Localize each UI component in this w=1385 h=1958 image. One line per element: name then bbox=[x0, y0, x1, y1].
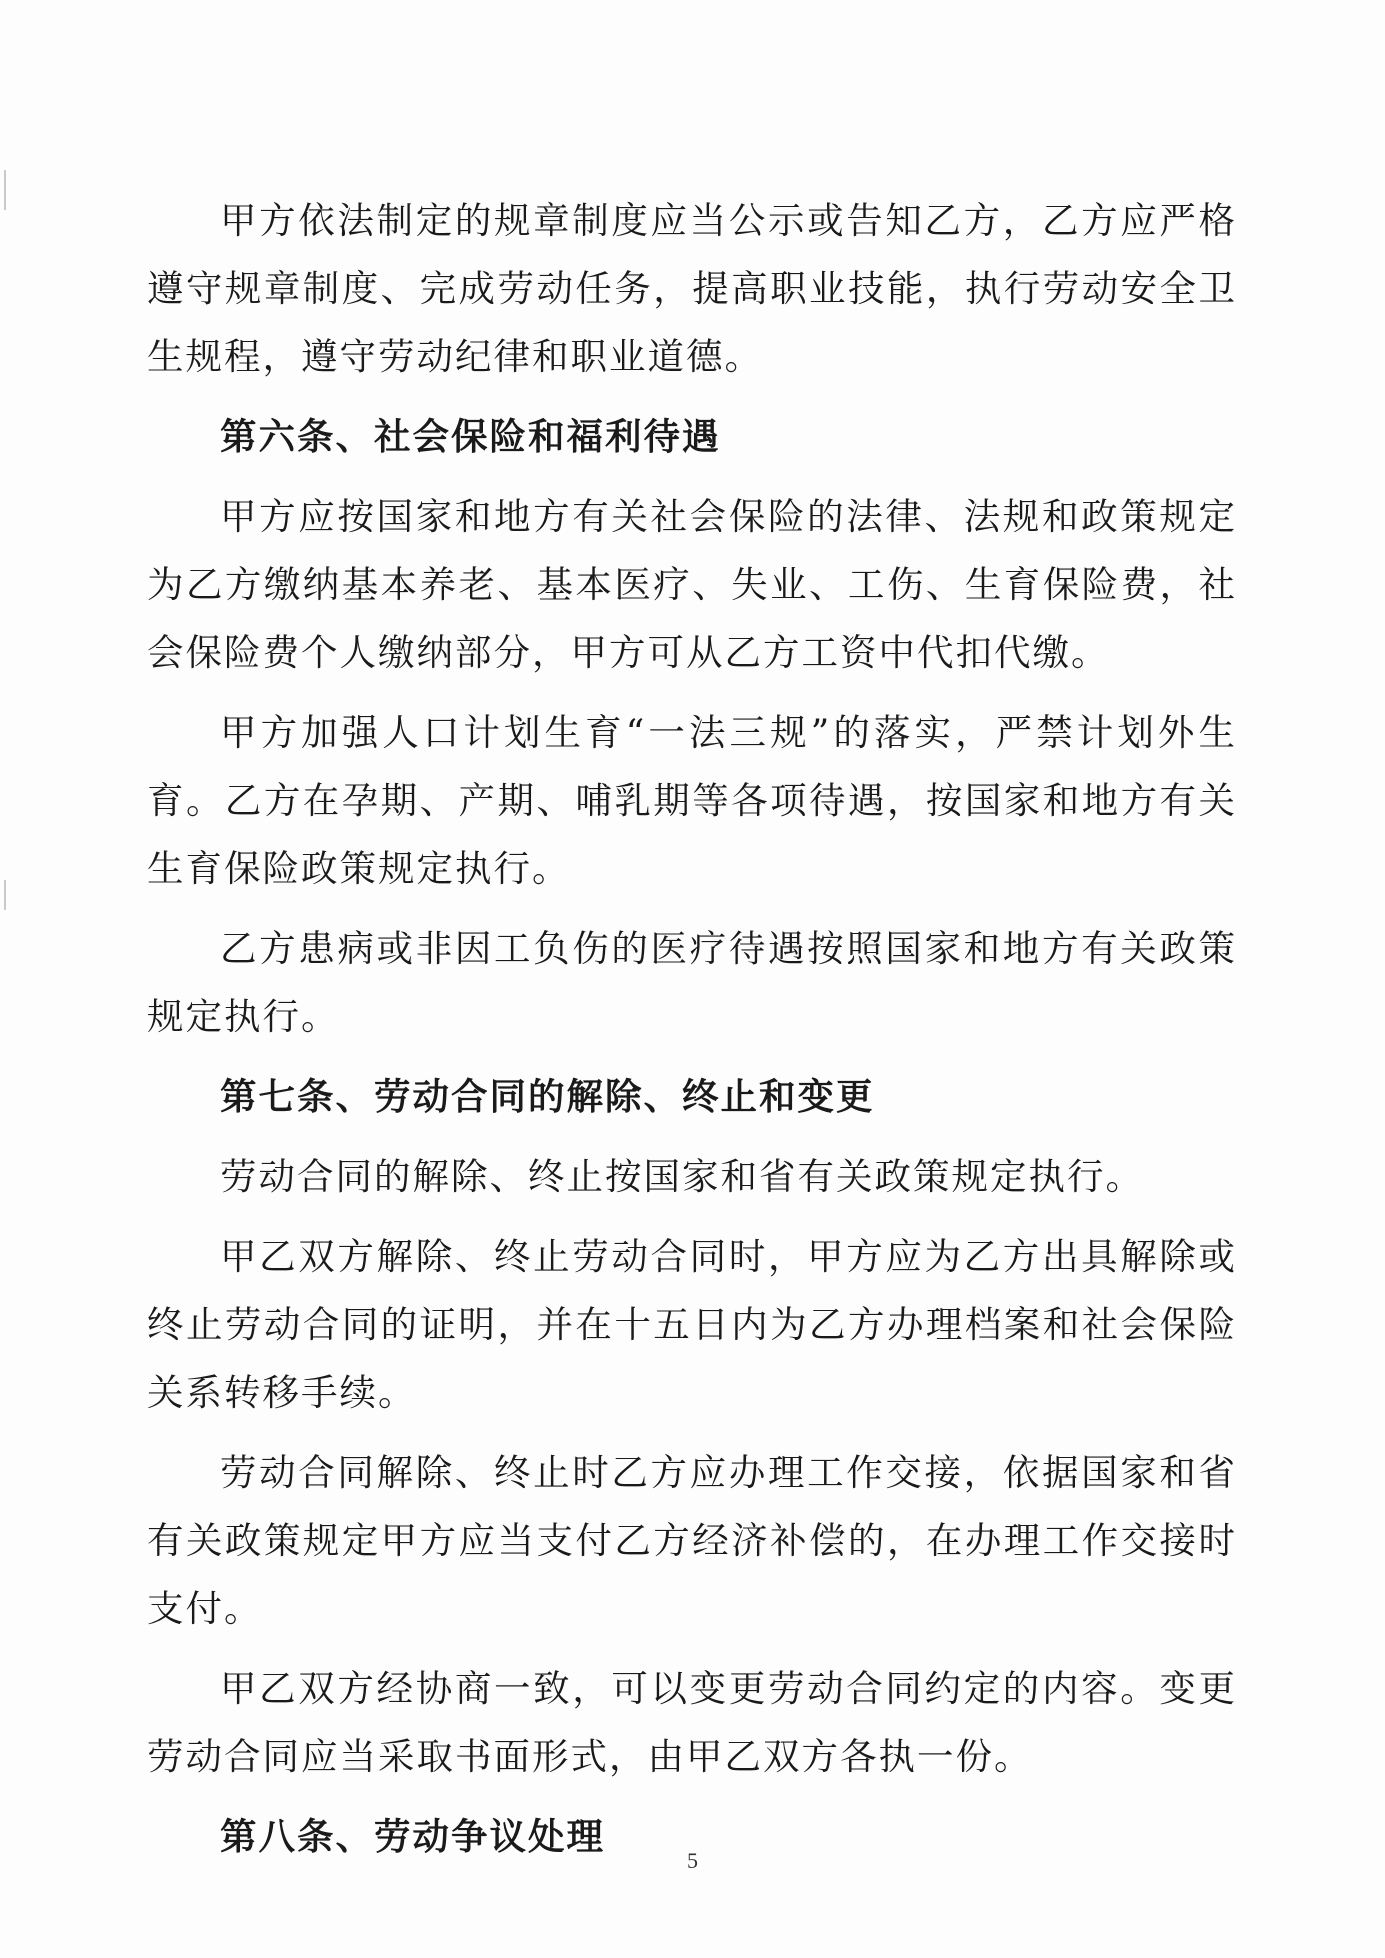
scan-edge-mark bbox=[4, 880, 6, 910]
page-number: 5 bbox=[687, 1848, 698, 1873]
paragraph-termination-policy: 劳动合同的解除、终止按国家和省有关政策规定执行。 bbox=[220, 1155, 1144, 1198]
document-body bbox=[147, 187, 1237, 1883]
paragraph-social-insurance: 甲方应按国家和地方有关社会保险的法律、法规和政策规定为乙方缴纳基本养老、基本医疗、失业、工伤、生育保险费，社会保险费个人缴纳部分，甲方可从乙方工资中代扣代缴。 bbox=[147, 495, 1237, 674]
paragraph-rules-compliance: 甲方依法制定的规章制度应当公示或告知乙方，乙方应严格遵守规章制度、完成劳动任务，提高职业技能，执行劳动安全卫生规程，遵守劳动纪律和职业道德。 bbox=[147, 199, 1237, 378]
paragraph-termination-certificate: 甲乙双方解除、终止劳动合同时，甲方应为乙方出具解除或终止劳动合同的证明，并在十五日内为乙方办理档案和社会保险关系转移手续。 bbox=[147, 1235, 1237, 1414]
paragraph-family-planning: 甲方加强人口计划生育“一法三规”的落实，严禁计划外生育。乙方在孕期、产期、哺乳期等各项待遇，按国家和地方有关生育保险政策规定执行。 bbox=[147, 711, 1237, 890]
section-heading-article-8: 第八条、劳动争议处理 bbox=[220, 1815, 605, 1858]
paragraph-work-handover: 劳动合同解除、终止时乙方应办理工作交接，依据国家和省有关政策规定甲方应当支付乙方经济补偿的，在办理工作交接时支付。 bbox=[147, 1451, 1237, 1630]
paragraph-medical-treatment: 乙方患病或非因工负伤的医疗待遇按照国家和地方有关政策规定执行。 bbox=[147, 927, 1237, 1038]
section-heading-article-7: 第七条、劳动合同的解除、终止和变更 bbox=[220, 1075, 875, 1118]
section-heading-article-6: 第六条、社会保险和福利待遇 bbox=[220, 415, 721, 458]
scan-edge-mark bbox=[4, 170, 6, 210]
paragraph-contract-modification: 甲乙双方经协商一致，可以变更劳动合同约定的内容。变更劳动合同应当采取书面形式，由甲乙双方各执一份。 bbox=[147, 1667, 1237, 1778]
